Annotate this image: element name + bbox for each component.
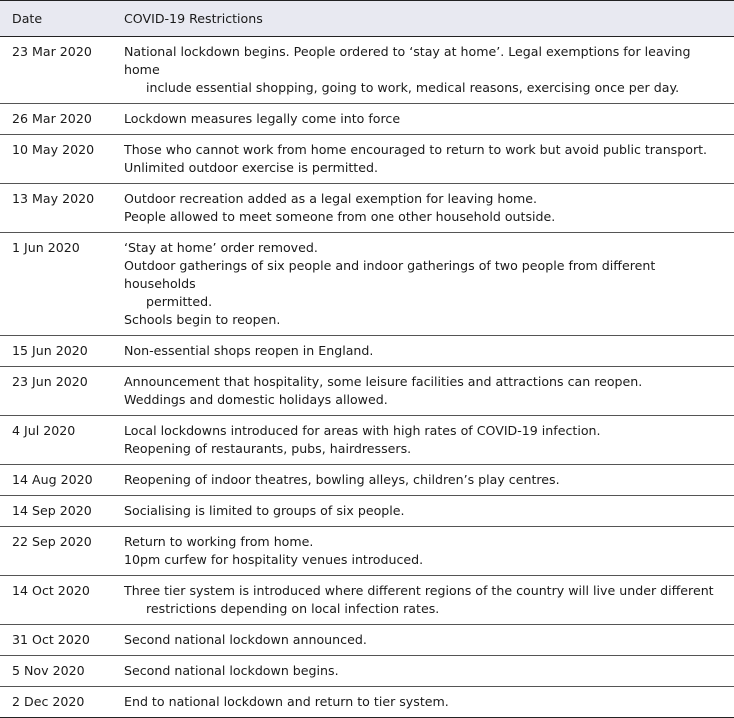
- restriction-cell: [112, 37, 734, 104]
- date-cell: 22 Sep 2020: [0, 527, 112, 576]
- date-cell: 23 Mar 2020: [0, 37, 112, 104]
- restriction-cell: [112, 465, 734, 496]
- restriction-text-line: Second national lockdown begins.: [124, 663, 339, 678]
- restriction-text-line: Three tier system is introduced where different regions of the country will live under different: [124, 583, 714, 598]
- table-row: [0, 687, 734, 718]
- restriction-cell: [112, 416, 734, 465]
- table-row: [0, 336, 734, 367]
- table-row: [0, 465, 734, 496]
- table-row: [0, 656, 734, 687]
- date-cell: 1 Jun 2020: [0, 233, 112, 336]
- restriction-text-line: Those who cannot work from home encouraged to return to work but avoid public transport.: [124, 142, 708, 157]
- restriction-cell: [112, 104, 734, 135]
- table-row: [0, 184, 734, 233]
- restriction-text-line: Outdoor gatherings of six people and indoor gatherings of two people from different households: [124, 258, 656, 291]
- date-cell: 10 May 2020: [0, 135, 112, 184]
- date-cell: 5 Nov 2020: [0, 656, 112, 687]
- table-row: [0, 135, 734, 184]
- restrictions-column-header: COVID-19 Restrictions: [112, 1, 734, 37]
- date-cell: 14 Aug 2020: [0, 465, 112, 496]
- restriction-cell: [112, 656, 734, 687]
- table-row: [0, 527, 734, 576]
- date-cell: 2 Dec 2020: [0, 687, 112, 718]
- restriction-text-line: include essential shopping, going to work, medical reasons, exercising once per day.: [146, 80, 680, 95]
- restriction-text-line: 10pm curfew for hospitality venues introduced.: [124, 552, 424, 567]
- restriction-cell: [112, 184, 734, 233]
- restriction-text-line: Weddings and domestic holidays allowed.: [124, 392, 388, 407]
- restriction-cell: [112, 336, 734, 367]
- date-column-header: Date: [0, 1, 112, 37]
- restriction-text-line: National lockdown begins. People ordered to ‘stay at home’. Legal exemptions for leaving home: [124, 44, 691, 77]
- date-cell: 31 Oct 2020: [0, 625, 112, 656]
- restriction-cell: [112, 527, 734, 576]
- restriction-text-line: Reopening of restaurants, pubs, hairdressers.: [124, 441, 412, 456]
- restriction-text-line: Return to working from home.: [124, 534, 314, 549]
- date-cell: 4 Jul 2020: [0, 416, 112, 465]
- restriction-text-line: Reopening of indoor theatres, bowling alleys, children’s play centres.: [124, 472, 560, 487]
- restriction-text-line: Non-essential shops reopen in England.: [124, 343, 374, 358]
- restriction-text-line: permitted.: [146, 294, 213, 309]
- date-cell: 13 May 2020: [0, 184, 112, 233]
- date-cell: 14 Oct 2020: [0, 576, 112, 625]
- table-row: [0, 625, 734, 656]
- date-cell: 14 Sep 2020: [0, 496, 112, 527]
- restriction-text-line: Socialising is limited to groups of six people.: [124, 503, 405, 518]
- date-cell: 15 Jun 2020: [0, 336, 112, 367]
- date-cell: 26 Mar 2020: [0, 104, 112, 135]
- restriction-cell: [112, 135, 734, 184]
- restriction-text-line: People allowed to meet someone from one other household outside.: [124, 209, 556, 224]
- restriction-cell: [112, 496, 734, 527]
- table-row: [0, 576, 734, 625]
- table-row: [0, 233, 734, 336]
- restriction-text-line: Announcement that hospitality, some leisure facilities and attractions can reopen.: [124, 374, 643, 389]
- restriction-cell: [112, 367, 734, 416]
- restriction-text-line: Unlimited outdoor exercise is permitted.: [124, 160, 378, 175]
- table-row: [0, 367, 734, 416]
- restriction-text-line: ‘Stay at home’ order removed.: [124, 240, 318, 255]
- restriction-cell: [112, 687, 734, 718]
- restriction-cell: [112, 625, 734, 656]
- table-row: [0, 496, 734, 527]
- restriction-text-line: End to national lockdown and return to tier system.: [124, 694, 449, 709]
- header-row: [0, 1, 734, 37]
- table-row: [0, 104, 734, 135]
- restriction-text-line: Schools begin to reopen.: [124, 312, 281, 327]
- table-row: [0, 37, 734, 104]
- restriction-text-line: Outdoor recreation added as a legal exemption for leaving home.: [124, 191, 538, 206]
- date-cell: 23 Jun 2020: [0, 367, 112, 416]
- restriction-text-line: Lockdown measures legally come into force: [124, 111, 401, 126]
- table-row: [0, 416, 734, 465]
- restriction-cell: [112, 576, 734, 625]
- table-header: [0, 1, 734, 37]
- restriction-cell: [112, 233, 734, 336]
- restriction-text-line: Local lockdowns introduced for areas with high rates of COVID-19 infection.: [124, 423, 601, 438]
- restriction-text-line: restrictions depending on local infection rates.: [146, 601, 440, 616]
- table-body: [0, 37, 734, 718]
- restriction-text-line: Second national lockdown announced.: [124, 632, 367, 647]
